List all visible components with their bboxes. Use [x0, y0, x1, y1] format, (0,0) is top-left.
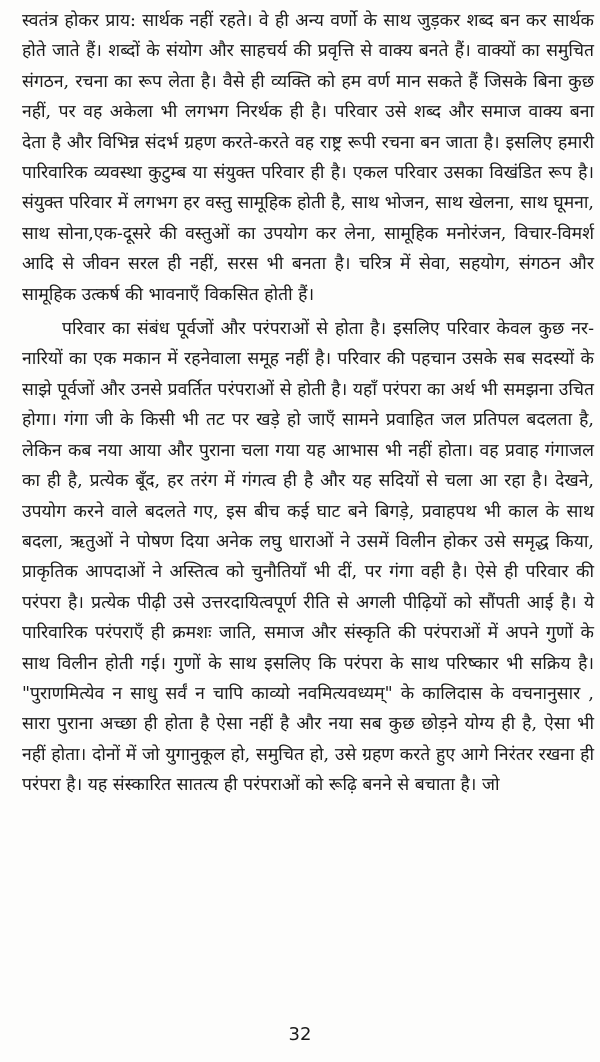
body-text	[22, 6, 594, 801]
paragraph-1: स्वतंत्र होकर प्राय: सार्थक नहीं रहते। वे ही अन्य वर्णो के साथ जुड़कर शब्द बन कर सार्थक होते जाते हैं। शब्दों के संयोग और साहचर्य की प्रवृत्ति से वाक्य बनते हैं। वाक्यों का समुचित संगठन, रचना का रूप लेता है। वैसे ही व्यक्ति को हम वर्ण मान सकते हैं जिसके बिना कुछ नहीं, पर वह अकेला भी लगभग निरर्थक ही है। परिवार उसे शब्द और समाज वाक्य बना देता है और विभिन्न संदर्भ ग्रहण करते-करते वह राष्ट्र रूपी रचना बन जाता है। इसलिए हमारी पारिवारिक व्यवस्था कुटुम्ब या संयुक्त परिवार ही है। एकल परिवार उसका विखंडित रूप है। संयुक्त परिवार में लगभग हर वस्तु सामूहिक होती है, साथ भोजन, साथ खेलना, साथ घूमना, साथ सोना,एक-दूसरे की वस्तुओं का उपयोग कर लेना, सामूहिक मनोरंजन, विचार-विमर्श आदि से जीवन सरल ही नहीं, सरस भी बनता है। चरित्र में सेवा, सहयोग, संगठन और सामूहिक उत्कर्ष की भावनाएँ विकसित होती हैं।	[22, 11, 594, 305]
page-number: 32	[288, 1024, 312, 1045]
paragraph-2: परिवार का संबंध पूर्वजों और परंपराओं से होता है। इसलिए परिवार केवल कुछ नर-नारियों का एक मकान में रहनेवाला समूह नहीं है। परिवार की पहचान उसके सब सदस्यों के साझे पूर्वजों और उनसे प्रवर्तित परंपराओं से होती है। यहाँ परंपरा का अर्थ भी समझना उचित होगा। गंगा जी के किसी भी तट पर खड़े हो जाएँ सामने प्रवाहित जल प्रतिपल बदलता है, लेकिन कब नया आया और पुराना चला गया यह आभास भी नहीं होता। वह प्रवाह गंगाजल का ही है, प्रत्येक बूँद, हर तरंग में गंगत्व ही है और यह सदियों से चला आ रहा है। देखने, उपयोग करने वाले बदलते गए, इस बीच कई घाट बने बिगड़े, प्रवाहपथ भी काल के साथ बदला, ऋतुओं ने पोषण दिया अनेक लघु धाराओं ने उसमें विलीन होकर उसे समृद्ध किया, प्राकृतिक आपदाओं ने अस्तित्व को चुनौतियाँ भी दीं, पर गंगा वही है। ऐसे ही परिवार की परंपरा है। प्रत्येक पीढ़ी उसे उत्तरदायित्वपूर्ण रीति से अगली पीढ़ियों को सौंपती आई है। ये पारिवारिक परंपराएँ ही क्रमशः जाति, समाज और संस्कृति की परंपराओं में अपने गुणों के साथ विलीन होती गई। गुणों के साथ इसलिए कि परंपरा के साथ परिष्कार भी सक्रिय है। "पुराणमित्येव न साधु सर्वं न चापि काव्यो नवमित्यवध्यम्" के कालिदास के वचनानुसार , सारा पुराना अच्छा ही होता है ऐसा नहीं है और नया सब कुछ छोड़ने योग्य ही है, ऐसा भी नहीं होता। दोनों में जो युगानुकूल हो, समुचित हो, उसे ग्रहण करते हुए आगे निरंतर रखना ही परंपरा है। यह संस्कारित सातत्य ही परंपराओं को रूढ़ि बनने से बचाता है। जो	[22, 319, 594, 796]
